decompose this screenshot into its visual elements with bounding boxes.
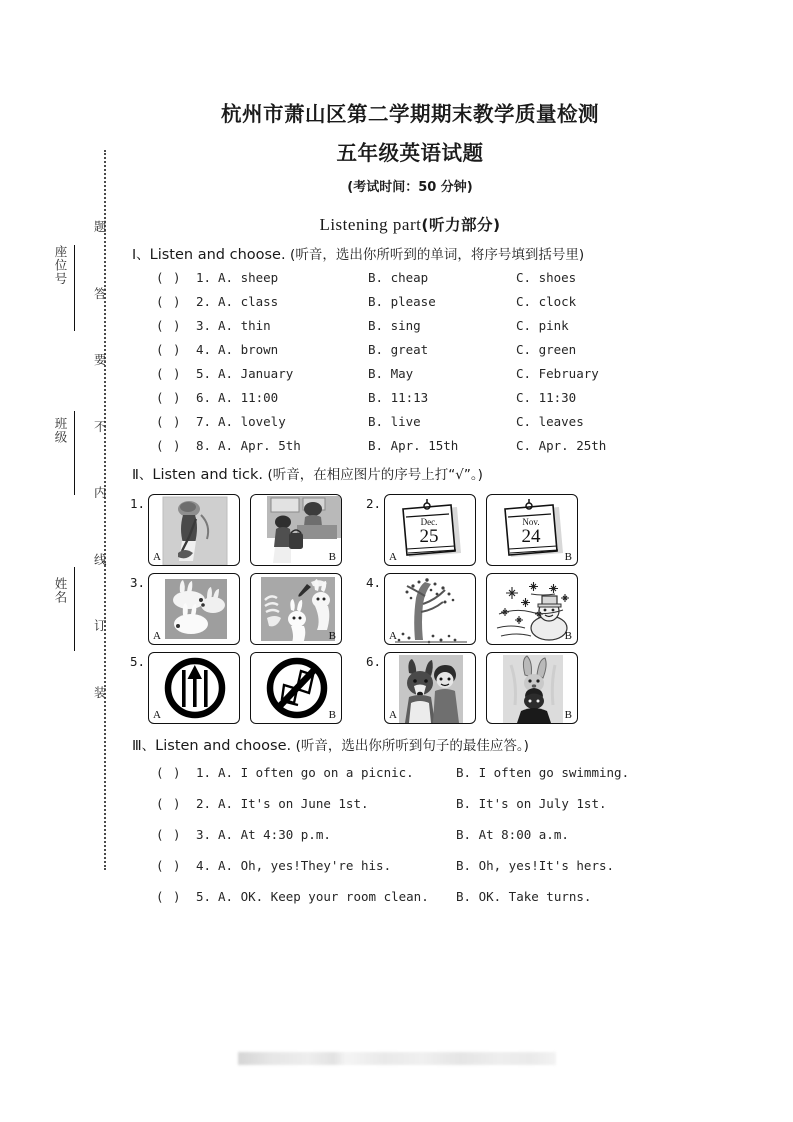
option-c[interactable]: C. pink <box>516 317 569 333</box>
seal-char-7: 装 <box>92 685 108 698</box>
option-label-a: A <box>153 550 161 563</box>
question-number: 4. <box>196 857 212 873</box>
item-number: 6. <box>366 653 382 669</box>
picture-row <box>130 494 690 566</box>
option-label-b: B <box>564 550 572 563</box>
section-3-heading <box>132 734 690 755</box>
option-a[interactable]: A. thin <box>218 317 271 333</box>
question-row <box>130 270 690 285</box>
option-c[interactable]: C. 11:30 <box>516 389 577 405</box>
option-c[interactable]: C. Apr. 25th <box>516 437 607 453</box>
calendar-month-b: Nov. <box>522 516 540 527</box>
answer-bracket[interactable]: ( ) <box>156 437 182 453</box>
grid-gap <box>352 652 366 724</box>
option-label-b: B <box>328 708 336 721</box>
picture-item-3 <box>130 573 352 645</box>
class-label: 班级 <box>53 417 68 444</box>
picture-option-b[interactable] <box>250 494 342 566</box>
section-1-numeral: Ⅰ <box>132 247 137 263</box>
answer-bracket[interactable]: ( ) <box>156 317 182 333</box>
option-label-a: A <box>153 629 161 642</box>
option-label-b: B <box>328 629 336 642</box>
seal-char-4: 内 <box>92 486 108 499</box>
section-1-sep: 、 <box>136 246 150 263</box>
option-b[interactable]: B. I often go swimming. <box>456 764 630 780</box>
answer-bracket[interactable]: ( ) <box>156 389 182 405</box>
option-c[interactable]: C. green <box>516 341 577 357</box>
question-row <box>130 414 690 429</box>
option-b[interactable]: B. cheap <box>368 269 429 285</box>
picture-option-a[interactable] <box>148 573 240 645</box>
listening-part-header <box>130 213 690 235</box>
question-row <box>130 342 690 357</box>
section-1-heading <box>132 243 690 264</box>
seal-char-0: 题 <box>92 220 108 233</box>
question-number: 7. <box>196 413 212 429</box>
field-seat-number <box>50 245 76 395</box>
picture-option-b[interactable] <box>250 652 342 724</box>
question-row <box>130 366 690 381</box>
field-class <box>50 417 76 555</box>
seat-number-label: 座位号 <box>53 245 68 286</box>
option-a[interactable]: A. Apr. 5th <box>218 437 301 453</box>
option-b[interactable]: B. 11:13 <box>368 389 429 405</box>
bare-tree-icon <box>385 574 476 645</box>
name-write-line <box>74 567 75 651</box>
picture-option-a[interactable] <box>384 494 476 566</box>
answer-bracket[interactable]: ( ) <box>156 857 182 873</box>
seal-char-1: 答 <box>92 286 108 299</box>
listening-part-cn: (听力部分) <box>421 215 501 234</box>
option-label-a: A <box>389 629 397 642</box>
question-row <box>130 796 690 811</box>
question-row <box>130 390 690 405</box>
option-b[interactable]: B. please <box>368 293 436 309</box>
option-a[interactable]: A. lovely <box>218 413 286 429</box>
section-2-title-en: Listen and tick. <box>152 466 264 483</box>
answer-bracket[interactable]: ( ) <box>156 764 182 780</box>
name-label: 姓名 <box>53 577 68 604</box>
answer-bracket[interactable]: ( ) <box>156 888 182 904</box>
calendar-day-a: 25 <box>419 525 439 547</box>
section-3-question-list <box>130 765 690 904</box>
option-label-b: B <box>564 708 572 721</box>
question-number: 1. <box>196 269 212 285</box>
picture-option-b[interactable] <box>486 494 578 566</box>
calendar-december-icon <box>385 495 476 566</box>
option-a[interactable]: A. class <box>218 293 279 309</box>
option-c[interactable]: C. February <box>516 365 599 381</box>
question-number: 1. <box>196 764 212 780</box>
option-a[interactable]: A. Oh, yes!They're his. <box>218 857 392 873</box>
option-a[interactable]: A. OK. Keep your room clean. <box>218 888 429 904</box>
item-number: 3. <box>130 574 146 590</box>
section-2-picture-grid <box>130 494 690 724</box>
page-title: 杭州市萧山区第二学期期末教学质量检测 <box>221 102 599 126</box>
question-number: 6. <box>196 389 212 405</box>
option-a[interactable]: A. January <box>218 365 294 381</box>
class-write-line <box>74 411 75 495</box>
seal-char-3: 不 <box>92 419 108 432</box>
option-b[interactable]: B. live <box>368 413 421 429</box>
white-rabbits-icon <box>149 574 240 645</box>
question-number: 4. <box>196 341 212 357</box>
question-row <box>130 294 690 309</box>
answer-bracket[interactable]: ( ) <box>156 269 182 285</box>
option-b[interactable]: B. OK. Take turns. <box>456 888 592 904</box>
calendar-month-a: Dec. <box>420 516 438 527</box>
grid-gap <box>352 494 366 566</box>
picture-item-1 <box>130 494 352 566</box>
section-2-title-cn: (听音，在相应图片的序号上打“√”。) <box>267 466 483 483</box>
section-3-numeral: Ⅲ <box>132 738 142 754</box>
section-2-heading <box>132 463 690 484</box>
option-label-a: A <box>389 550 397 563</box>
question-row <box>130 438 690 453</box>
option-a[interactable]: A. I often go on a picnic. <box>218 764 414 780</box>
seal-margin <box>48 150 118 870</box>
answer-bracket[interactable]: ( ) <box>156 341 182 357</box>
item-number: 2. <box>366 495 382 511</box>
option-a[interactable]: A. At 4:30 p.m. <box>218 826 331 842</box>
option-b[interactable]: B. May <box>368 365 414 381</box>
question-row <box>130 858 690 873</box>
option-a[interactable]: A. brown <box>218 341 279 357</box>
seal-char-6: 订 <box>92 619 108 632</box>
picture-option-a[interactable] <box>384 573 476 645</box>
option-label-a: A <box>389 708 397 721</box>
question-number: 3. <box>196 317 212 333</box>
dog-with-boy-icon <box>385 653 476 724</box>
picture-option-a[interactable] <box>148 652 240 724</box>
question-row <box>130 827 690 842</box>
picture-option-a[interactable] <box>148 494 240 566</box>
option-c[interactable]: C. shoes <box>516 269 577 285</box>
picture-option-a[interactable] <box>384 652 476 724</box>
picture-item-5 <box>130 652 352 724</box>
exam-duration: (考试时间：50 分钟) <box>347 179 473 195</box>
answer-bracket[interactable]: ( ) <box>156 826 182 842</box>
picture-row <box>130 573 690 645</box>
item-number: 5. <box>130 653 146 669</box>
seal-line-text <box>88 220 110 752</box>
question-row <box>130 318 690 333</box>
one-way-arrow-sign-icon <box>149 653 240 724</box>
picture-row <box>130 652 690 724</box>
option-a[interactable]: A. sheep <box>218 269 279 285</box>
option-b[interactable]: B. great <box>368 341 429 357</box>
picture-item-6 <box>366 652 588 724</box>
item-number: 4. <box>366 574 382 590</box>
question-number: 5. <box>196 888 212 904</box>
section-3-title-cn: (听音，选出你所听到句子的最佳应答。) <box>295 737 529 754</box>
option-c[interactable]: C. leaves <box>516 413 584 429</box>
question-number: 5. <box>196 365 212 381</box>
field-name <box>50 577 76 707</box>
seal-char-5: 线 <box>92 552 108 565</box>
section-1-question-list <box>130 270 690 453</box>
grid-gap <box>352 573 366 645</box>
picture-option-b[interactable] <box>486 652 578 724</box>
option-b[interactable]: B. Oh, yes!It's hers. <box>456 857 615 873</box>
girl-sweeping-icon <box>149 495 240 566</box>
picture-item-4 <box>366 573 588 645</box>
option-label-b: B <box>328 550 336 563</box>
answer-bracket[interactable]: ( ) <box>156 795 182 811</box>
section-1-title-en: Listen and choose. <box>149 246 286 263</box>
section-1-title-cn: (听音，选出你所听到的单词，将序号填到括号里) <box>290 246 585 263</box>
section-3-sep: 、 <box>141 737 156 754</box>
picture-item-2 <box>366 494 588 566</box>
answer-bracket[interactable]: ( ) <box>156 413 182 429</box>
section-2-numeral: Ⅱ <box>132 467 139 483</box>
exam-sheet <box>130 0 690 1122</box>
answer-bracket[interactable]: ( ) <box>156 365 182 381</box>
option-a[interactable]: A. It's on June 1st. <box>218 795 369 811</box>
page-watermark <box>238 1052 556 1065</box>
option-b[interactable]: B. At 8:00 a.m. <box>456 826 569 842</box>
option-b[interactable]: B. Apr. 15th <box>368 437 459 453</box>
option-b[interactable]: B. sing <box>368 317 421 333</box>
option-label-b: B <box>564 629 572 642</box>
student-info-fields <box>50 245 80 729</box>
seal-char-2: 要 <box>92 353 108 366</box>
option-c[interactable]: C. clock <box>516 293 577 309</box>
question-number: 2. <box>196 293 212 309</box>
seat-number-write-line <box>74 245 75 331</box>
listening-part-en: Listening part <box>319 214 422 234</box>
picture-option-b[interactable] <box>486 573 578 645</box>
question-number: 3. <box>196 826 212 842</box>
option-label-a: A <box>153 708 161 721</box>
option-a[interactable]: A. 11:00 <box>218 389 279 405</box>
page-subtitle: 五年级英语试题 <box>336 140 484 165</box>
section-3-title-en: Listen and choose. <box>155 737 292 754</box>
question-row <box>130 889 690 904</box>
question-number: 2. <box>196 795 212 811</box>
question-number: 8. <box>196 437 212 453</box>
item-number: 1. <box>130 495 146 511</box>
section-2-sep: 、 <box>138 466 153 483</box>
picture-option-b[interactable] <box>250 573 342 645</box>
answer-bracket[interactable]: ( ) <box>156 293 182 309</box>
question-row <box>130 765 690 780</box>
option-b[interactable]: B. It's on July 1st. <box>456 795 607 811</box>
calendar-day-b: 24 <box>521 525 541 547</box>
